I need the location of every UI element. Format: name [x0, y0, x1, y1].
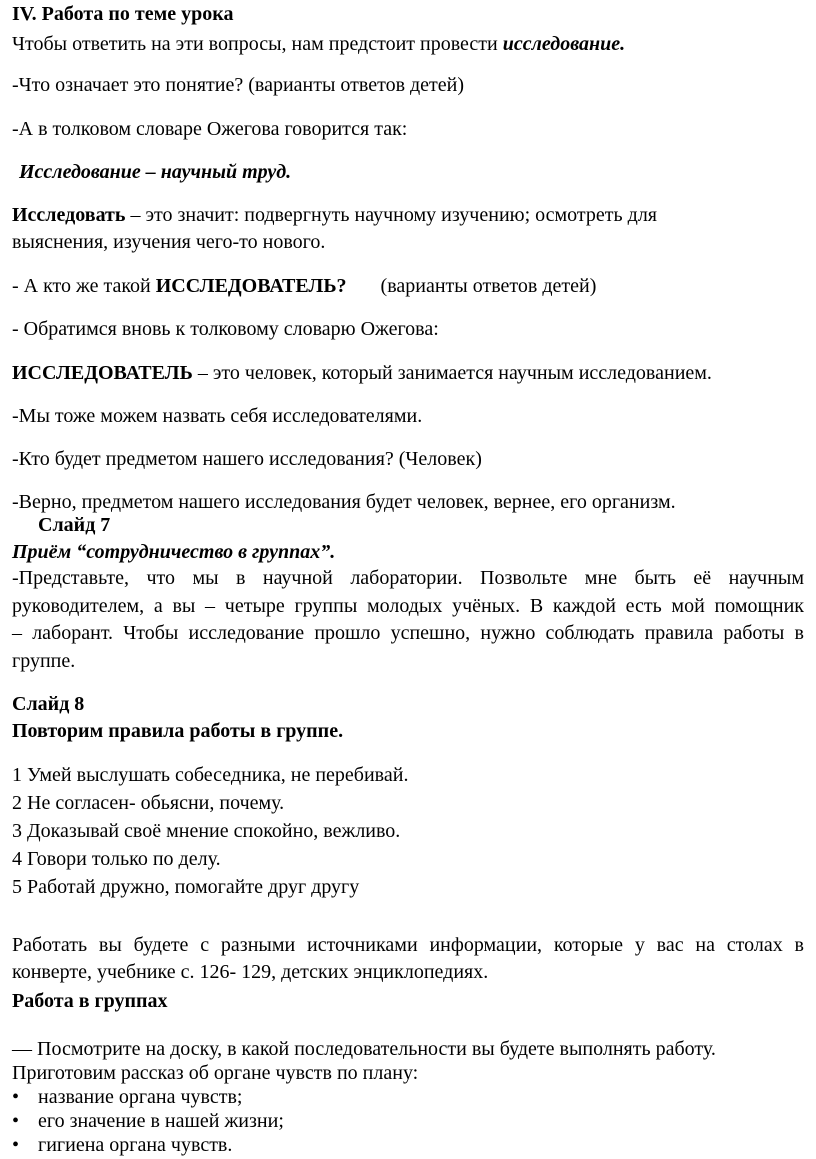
bullet-icon: •: [12, 1110, 20, 1132]
technique-title: Приём “сотрудничество в группах”.: [12, 541, 336, 563]
question-3: -Кто будет предметом нашего исследования? (Человек): [12, 448, 482, 470]
dictionary-again: - Обратимся вновь к толковому словарю Ожегова:: [12, 318, 439, 340]
definition-explore-line-2: выяснения, изучения чего-то нового.: [12, 231, 326, 253]
lab-paragraph-line-2: руководителем, а вы – четыре группы молодых учёных. В каждой есть мой помощник: [12, 595, 804, 617]
intro-line: Чтобы ответить на эти вопросы, нам предстоит провести исследование.: [12, 33, 626, 55]
question-2: - А кто же такой ИССЛЕДОВАТЕЛЬ? (варианты ответов детей): [12, 275, 597, 297]
plan-item: • название органа чувств;: [12, 1086, 243, 1108]
lab-paragraph-line-4: группе.: [12, 650, 76, 672]
definition-explore-line-1: Исследовать – это значит: подвергнуть научному изучению; осмотреть для: [12, 204, 657, 226]
dictionary-intro: -А в толковом словаре Ожегова говорится так:: [12, 118, 408, 140]
section-title: IV. Работа по теме урока: [12, 3, 234, 25]
rule-item: 5 Работай дружно, помогайте друг другу: [12, 876, 360, 898]
rule-item: 1 Умей выслушать собеседника, не перебивай.: [12, 764, 409, 786]
plan-item: • его значение в нашей жизни;: [12, 1110, 284, 1132]
bullet-icon: •: [12, 1134, 20, 1156]
bullet-icon: •: [12, 1086, 20, 1108]
question-1: -Что означает это понятие? (варианты ответов детей): [12, 74, 465, 96]
rules-title: Повторим правила работы в группе.: [12, 720, 344, 742]
definition-research: Исследование – научный труд.: [19, 161, 292, 183]
lab-paragraph-line-3: – лаборант. Чтобы исследование прошло успешно, нужно соблюдать правила работы в: [12, 622, 804, 644]
sources-paragraph-line-1: Работать вы будете с разными источниками информации, которые у вас на столах в: [12, 934, 804, 956]
definition-researcher: ИССЛЕДОВАТЕЛЬ – это человек, который занимается научным исследованием.: [12, 362, 712, 384]
rule-item: 4 Говори только по делу.: [12, 848, 221, 870]
we-researchers: -Мы тоже можем назвать себя исследователями.: [12, 405, 423, 427]
slide-7-label: Слайд 7: [38, 514, 111, 536]
rule-item: 3 Доказывай своё мнение спокойно, вежливо.: [12, 820, 401, 842]
answer-3: -Верно, предметом нашего исследования будет человек, вернее, его организм.: [12, 491, 676, 513]
plan-item: • гигиена органа чувств.: [12, 1134, 233, 1156]
group-work-title: Работа в группах: [12, 990, 168, 1012]
rule-item: 2 Не согласен- обьясни, почему.: [12, 792, 285, 814]
prepare-story: Приготовим рассказ об органе чувств по плану:: [12, 1062, 419, 1084]
look-at-board: — Посмотрите на доску, в какой последовательности вы будете выполнять работу.: [12, 1038, 716, 1060]
slide-8-label: Слайд 8: [12, 693, 85, 715]
sources-paragraph-line-2: конверте, учебнике с. 126- 129, детских энциклопедиях.: [12, 961, 489, 983]
lab-paragraph-line-1: -Представьте, что мы в научной лаборатории. Позвольте мне быть её научным: [12, 567, 804, 589]
